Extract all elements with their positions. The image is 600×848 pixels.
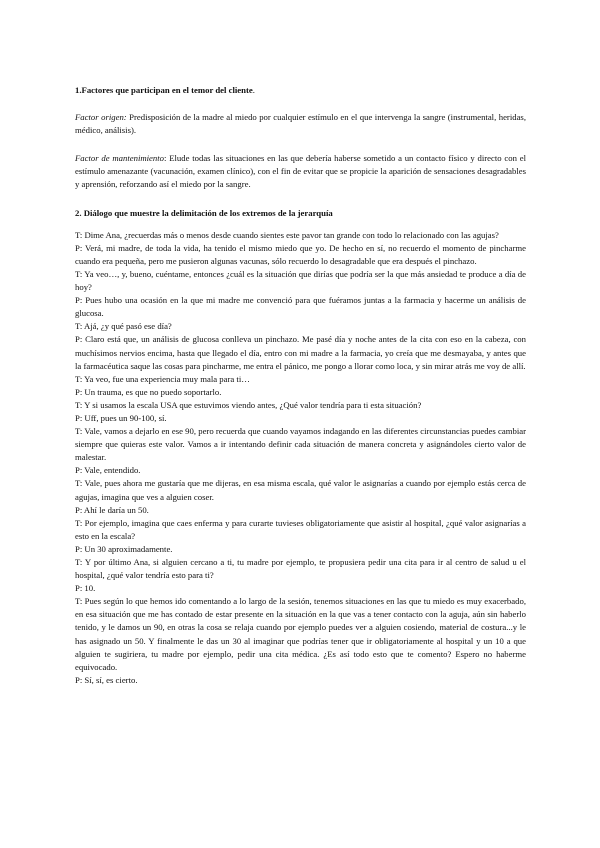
dialogue-line: T: Vale, vamos a dejarlo en ese 90, pero recuerda que cuando vayamos indagando en las diferentes circunstancias puedes cambiar siempre que quieras este valor. Vamos a ir intentando definir cada situación de manera concreta y asignándoles cierto valor de malestar. (75, 426, 526, 463)
dialogue-line: P: Verá, mi madre, de toda la vida, ha tenido el mismo miedo que yo. De hecho en sí, no recuerdo el momento de pincharme cuando era pequeña, pero me pusieron algunas vacunas, sólo recuerdo lo desagradable que era después el pinchazo. (75, 242, 526, 266)
origin-factor-label: Factor origen: (75, 112, 127, 123)
dialogue-line: T: Ya veo, fue una experiencia muy mala para ti… (75, 373, 250, 384)
origin-factor-paragraph (75, 111, 526, 137)
dialogue-line: T: Ajá, ¿y qué pasó ese día? (75, 321, 172, 332)
dialogue-line: T: Vale, pues ahora me gustaría que me dijeras, en esa misma escala, qué valor le asignarías a cuando por ejemplo estás cerca de agujas, imagina que ves a alguien coser. (75, 478, 526, 502)
dialogue-line: T: Y por último Ana, si alguien cercano a ti, tu madre por ejemplo, te propusiera pedir una cita para ir al centro de salud u el hospital, ¿qué valor tendría esto para ti? (75, 557, 526, 581)
section-2-heading: 2. Diálogo que muestre la delimitación de los extremos de la jerarquía (75, 207, 333, 218)
maintenance-factor-paragraph (75, 152, 526, 191)
dialogue-line: T: Dime Ana, ¿recuerdas más o menos desde cuando sientes este pavor tan grande con todo lo relacionado con las agujas? (75, 229, 499, 240)
dialogue-line: T: Por ejemplo, imagina que caes enferma y para curarte tuvieses obligatoriamente que asistir al hospital, ¿qué valor asignarías a esto en la escala? (75, 517, 526, 541)
dialogue-line: T: Ya veo…, y, bueno, cuéntame, entonces ¿cuál es la situación que dirías que podría ser la que más ansiedad te produce a día de hoy? (75, 268, 526, 293)
maintenance-factor-text: : Elude todas las situaciones en las que debería haberse sometido a un contacto físico y directo con el estímulo amenazante (vacunación, examen clínico), con el fin de evitar que se propicie la aparición de sensaciones desagradables y aprensión, reforzando así el miedo por la sangre. (75, 153, 526, 190)
dialogue-line: P: Pues hubo una ocasión en la que mi madre me convenció para que fuéramos juntas a la farmacia y hacerme un análisis de glucosa. (75, 295, 526, 319)
section-1-heading: 1.Factores que participan en el temor del cliente. (75, 85, 255, 95)
dialogue-line: T: Y si usamos la escala USA que estuvimos viendo antes, ¿Qué valor tendría para ti esta situación? (75, 399, 422, 410)
document-page (75, 84, 526, 687)
dialogue-line: P: Sí, sí, es cierto. (75, 674, 138, 685)
dialogue (75, 229, 526, 687)
dialogue-line: T: Pues según lo que hemos ido comentando a lo largo de la sesión, tenemos situaciones en las que tu miedo es muy exacerbado, en esa situación que me has contado de estar presente en la situación en la que vas a tener contacto con la aguja, aún sin haberlo tenido, y le damos un 90, en otras la cosa se relaja cuando por ejemplo puedes ver a alguien cosiendo, material de costura...y le has asignado un 50. Y finalmente le das un 30 al imaginar que podrías tener que ir obligatoriamente al hospital y un 10 a que alguien te sugiriera, tu madre por ejemplo, pedir una cita médica. ¿Es así todo esto que te comento? Espero no haberme equivocado. (75, 596, 526, 672)
maintenance-factor-label: Factor de mantenimiento (75, 153, 165, 164)
dialogue-line: P: Vale, entendido. (75, 465, 141, 476)
dialogue-line: P: 10. (75, 583, 96, 594)
dialogue-line: P: Uff, pues un 90-100, sí. (75, 412, 167, 423)
dialogue-line: P: Un trauma, es que no puedo soportarlo. (75, 386, 222, 397)
origin-factor-text: Predisposición de la madre al miedo por cualquier estímulo en el que intervenga la sangre (instrumental, heridas, médico, análisis). (75, 112, 526, 136)
dialogue-line: P: Claro está que, un análisis de glucosa conlleva un pinchazo. Me pasé día y noche antes de la cita con eso en la cabeza, con muchísimos nervios encima, hasta que llegado el día, entro con mi madre a la farmacia, yo creía que me desmayaba, y antes que la farmacéutica saque las cosas para pincharme, me entra el pánico, me pongo a llorar como loca, y sin mirar atrás me voy de allí. (75, 334, 526, 371)
dialogue-line: P: Ahí le daría un 50. (75, 504, 149, 515)
dialogue-line: P: Un 30 aproximadamente. (75, 543, 173, 554)
